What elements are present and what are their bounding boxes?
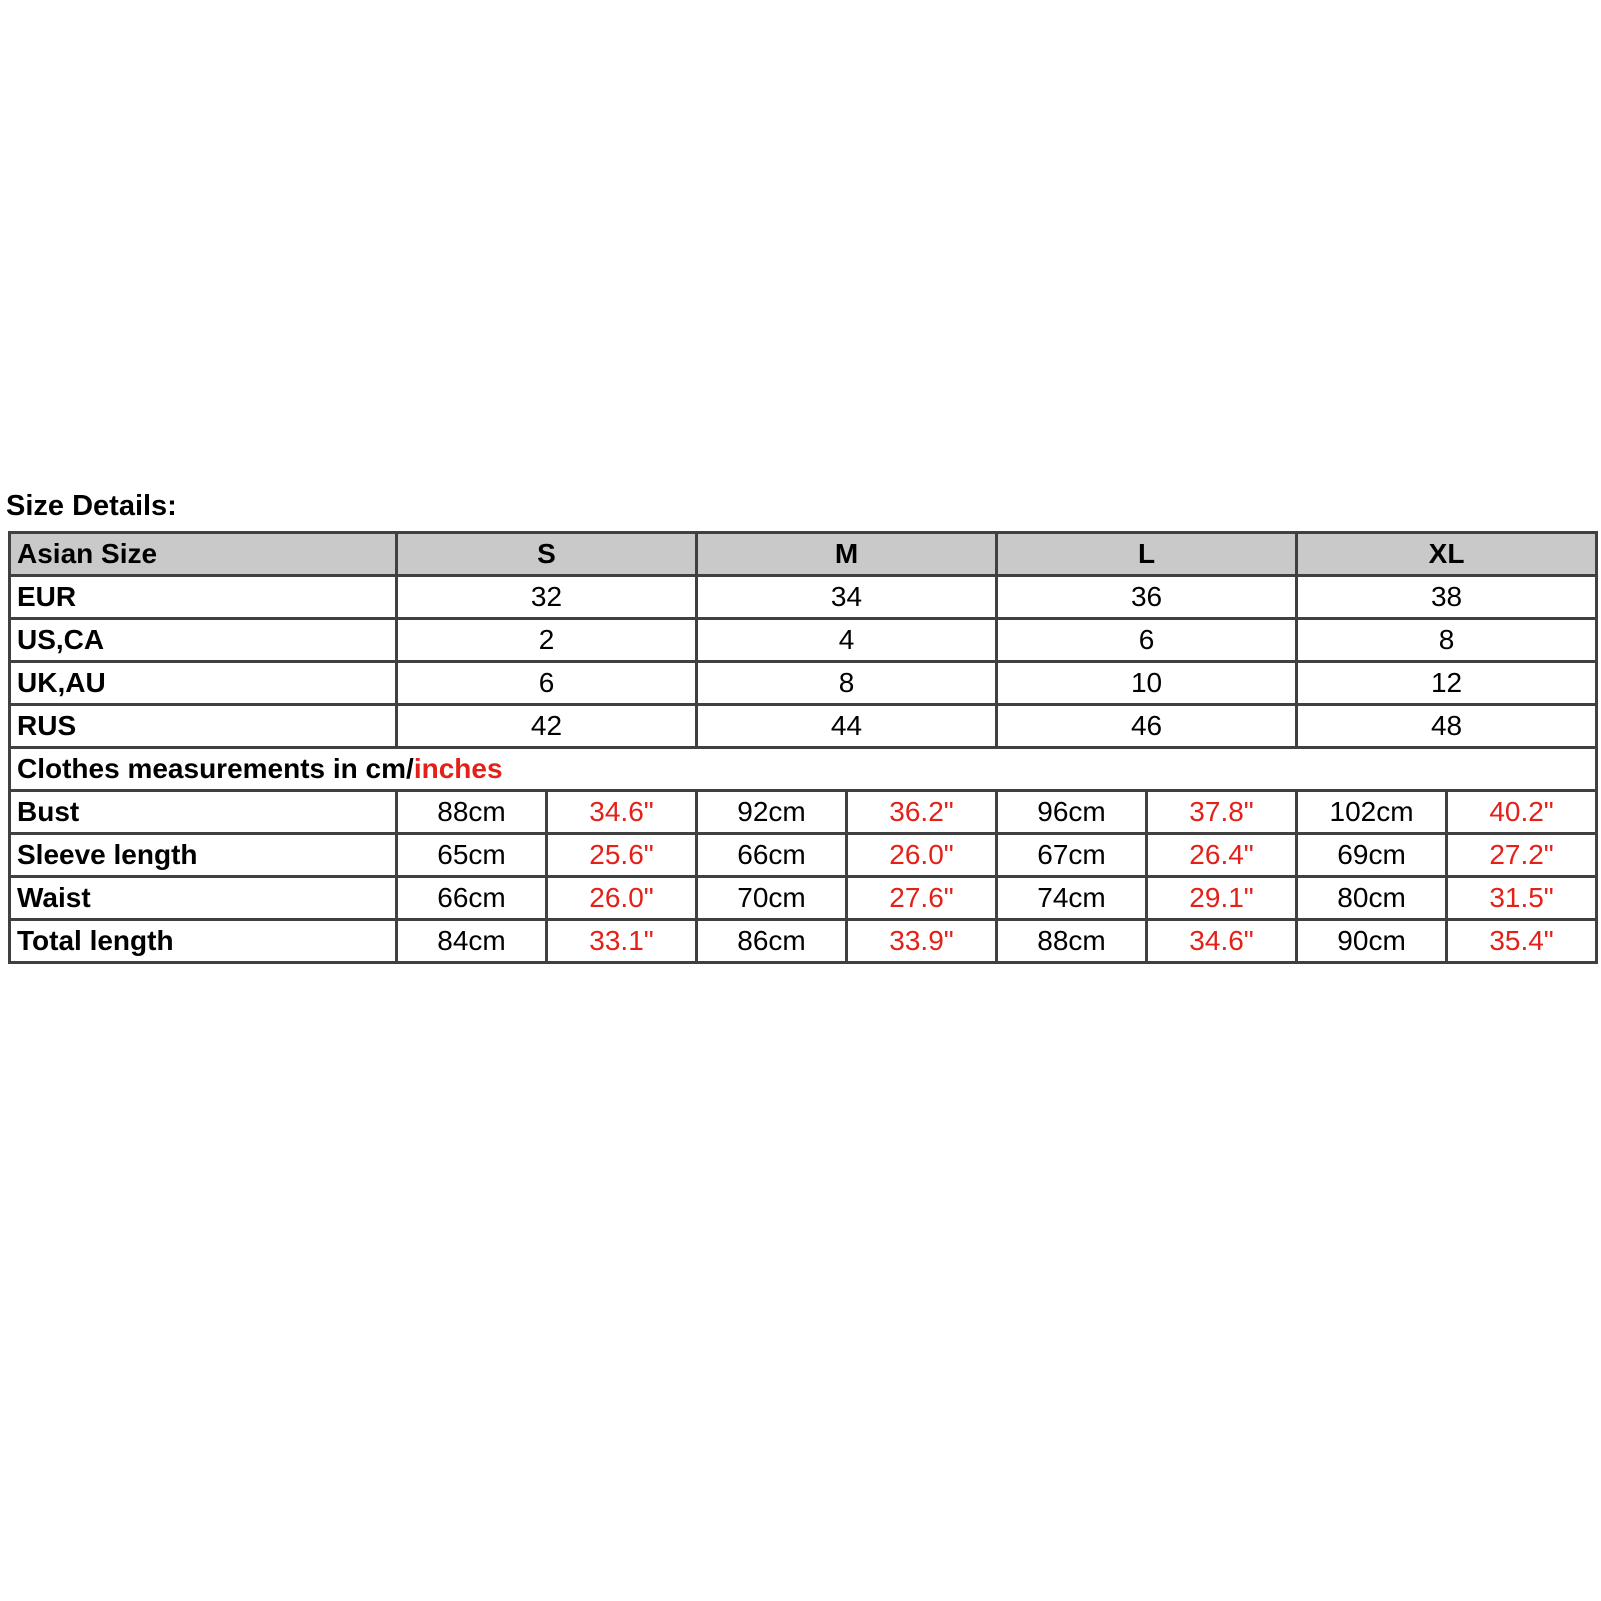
cell-cm: 92cm <box>697 791 847 834</box>
cell-value: 10 <box>997 662 1297 705</box>
table-row-sleeve-length <box>10 834 1597 877</box>
cell-cm: 86cm <box>697 920 847 963</box>
cell-value: 34 <box>697 576 997 619</box>
cell-cm: 67cm <box>997 834 1147 877</box>
page-title: Size Details: <box>6 490 177 522</box>
row-label: EUR <box>10 576 397 619</box>
cell-value: 2 <box>397 619 697 662</box>
cell-inch: 27.2" <box>1447 834 1597 877</box>
table-row-bust <box>10 791 1597 834</box>
table-row-rus <box>10 705 1597 748</box>
cell-cm: 88cm <box>397 791 547 834</box>
cell-cm: 66cm <box>697 834 847 877</box>
row-label: RUS <box>10 705 397 748</box>
cell-cm: 90cm <box>1297 920 1447 963</box>
section-text-red: inches <box>413 753 503 784</box>
cell-inch: 26.0" <box>847 834 997 877</box>
cell-cm: 84cm <box>397 920 547 963</box>
size-chart-table <box>8 531 1598 964</box>
col-header-s: S <box>397 533 697 576</box>
cell-value: 8 <box>1297 619 1597 662</box>
cell-inch: 31.5" <box>1447 877 1597 920</box>
cell-value: 6 <box>397 662 697 705</box>
cell-inch: 27.6" <box>847 877 997 920</box>
cell-cm: 80cm <box>1297 877 1447 920</box>
cell-cm: 96cm <box>997 791 1147 834</box>
col-header-xl: XL <box>1297 533 1597 576</box>
cell-inch: 36.2" <box>847 791 997 834</box>
table-row-usca <box>10 619 1597 662</box>
cell-cm: 65cm <box>397 834 547 877</box>
cell-inch: 34.6" <box>1147 920 1297 963</box>
cell-value: 44 <box>697 705 997 748</box>
cell-cm: 69cm <box>1297 834 1447 877</box>
section-text-black: Clothes measurements in cm/ <box>17 753 414 784</box>
cell-value: 48 <box>1297 705 1597 748</box>
cell-value: 46 <box>997 705 1297 748</box>
row-label: Waist <box>10 877 397 920</box>
header-row <box>10 533 1597 576</box>
cell-cm: 102cm <box>1297 791 1447 834</box>
cell-cm: 66cm <box>397 877 547 920</box>
cell-inch: 33.1" <box>547 920 697 963</box>
cell-inch: 26.0" <box>547 877 697 920</box>
cell-cm: 88cm <box>997 920 1147 963</box>
row-label: UK,AU <box>10 662 397 705</box>
table-row-eur <box>10 576 1597 619</box>
section-row <box>10 748 1597 791</box>
cell-inch: 35.4" <box>1447 920 1597 963</box>
table-row-waist <box>10 877 1597 920</box>
cell-inch: 33.9" <box>847 920 997 963</box>
cell-value: 32 <box>397 576 697 619</box>
cell-value: 42 <box>397 705 697 748</box>
cell-value: 4 <box>697 619 997 662</box>
cell-inch: 40.2" <box>1447 791 1597 834</box>
row-label: Bust <box>10 791 397 834</box>
row-label: US,CA <box>10 619 397 662</box>
cell-inch: 25.6" <box>547 834 697 877</box>
cell-cm: 74cm <box>997 877 1147 920</box>
cell-value: 6 <box>997 619 1297 662</box>
cell-inch: 29.1" <box>1147 877 1297 920</box>
cell-value: 36 <box>997 576 1297 619</box>
table-row-ukau <box>10 662 1597 705</box>
section-row-text <box>10 748 1597 791</box>
col-header-l: L <box>997 533 1297 576</box>
cell-inch: 34.6" <box>547 791 697 834</box>
row-label: Sleeve length <box>10 834 397 877</box>
table-row-total-length <box>10 920 1597 963</box>
row-label: Total length <box>10 920 397 963</box>
header-label-asian-size: Asian Size <box>10 533 397 576</box>
col-header-m: M <box>697 533 997 576</box>
cell-inch: 26.4" <box>1147 834 1297 877</box>
cell-value: 38 <box>1297 576 1597 619</box>
cell-inch: 37.8" <box>1147 791 1297 834</box>
cell-value: 12 <box>1297 662 1597 705</box>
cell-value: 8 <box>697 662 997 705</box>
cell-cm: 70cm <box>697 877 847 920</box>
